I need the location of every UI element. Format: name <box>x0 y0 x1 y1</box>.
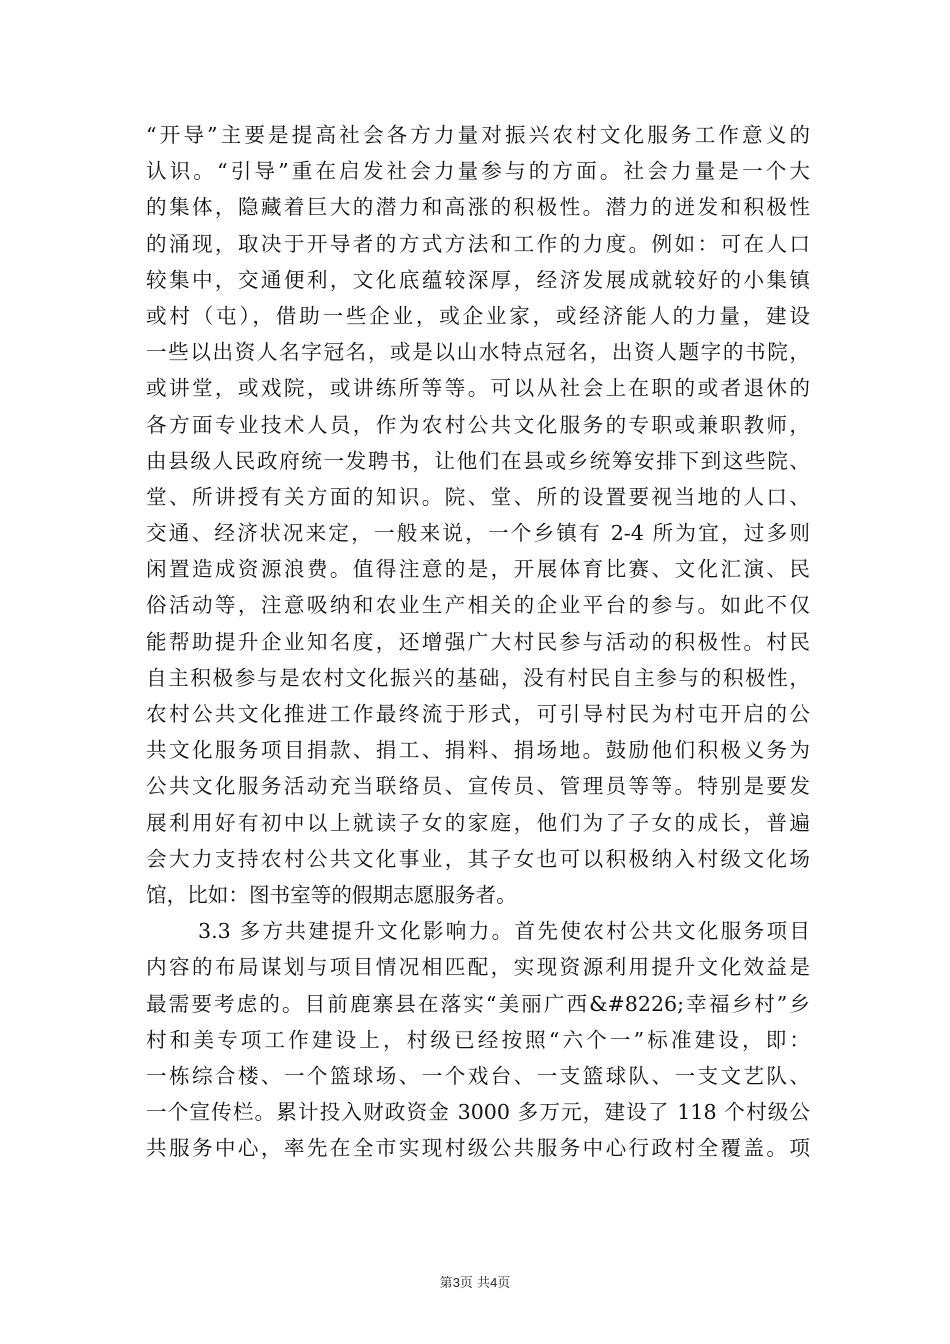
text-line-11: 堂、所讲授有关方面的知识。院、堂、所的设置要视当地的人口、 <box>146 484 810 509</box>
page-footer <box>0 1272 950 1291</box>
text-line-25: 最需要考虑的。目前鹿寨县在落实“美丽广西&#8226;幸福乡村”乡 <box>146 991 810 1016</box>
text-line-20: 展利用好有初中以上就读子女的家庭，他们为了子女的成长，普遍 <box>146 810 810 835</box>
page-label-suffix: 页 <box>497 1276 511 1291</box>
page-current: 3 <box>452 1275 460 1290</box>
text-line-10: 由县级人民政府统一发聘书，让他们在县或乡统筹安排下到这些院、 <box>146 448 810 473</box>
text-line-2: 认识。“引导”重在启发社会力量参与的方面。社会力量是一个大 <box>146 159 810 184</box>
body-text <box>146 117 810 1166</box>
text-line-29: 共服务中心，率先在全市实现村级公共服务中心行政村全覆盖。项 <box>146 1136 810 1161</box>
text-line-5: 较集中，交通便利，文化底蕴较深厚，经济发展成就较好的小集镇 <box>146 267 810 292</box>
text-line-24: 内容的布局谋划与项目情况相匹配，实现资源利用提升文化效益是 <box>146 955 810 980</box>
text-line-17: 农村公共文化推进工作最终流于形式，可引导村民为村屯开启的公 <box>146 702 810 726</box>
text-line-8: 或讲堂，或戏院，或讲练所等等。可以从社会上在职的或者退休的 <box>146 376 810 401</box>
text-line-14: 俗活动等，注意吸纳和农业生产相关的企业平台的参与。如此不仅 <box>146 593 810 618</box>
page-label-prefix: 第 <box>439 1276 453 1291</box>
text-line-6: 或村（屯），借助一些企业，或企业家，或经济能人的力量，建设 <box>146 303 810 328</box>
text-line-19: 公共文化服务活动充当联络员、宣传员、管理员等等。特别是要发 <box>146 774 810 799</box>
text-line-28: 一个宣传栏。累计投入财政资金 3000 多万元，建设了 118 个村级公 <box>146 1100 810 1125</box>
text-line-3: 的集体，隐藏着巨大的潜力和高涨的积极性。潜力的迸发和积极性 <box>146 195 810 220</box>
page-label-mid: 页 共 <box>459 1276 491 1291</box>
text-line-13: 闲置造成资源浪费。值得注意的是，开展体育比赛、文化汇演、民 <box>146 557 810 582</box>
text-line-12: 交通、经济状况来定，一般来说，一个乡镇有 2-4 所为宜，过多则 <box>146 521 810 546</box>
text-line-18: 共文化服务项目捐款、捐工、捐料、捐场地。鼓励他们积极义务为 <box>146 738 810 763</box>
text-line-9: 各方面专业技术人员，作为农村公共文化服务的专职或兼职教师， <box>146 412 810 437</box>
text-line-1: “开导”主要是提高社会各方力量对振兴农村文化服务工作意义的 <box>146 123 810 147</box>
text-line-15: 能帮助提升企业知名度，还增强广大村民参与活动的积极性。村民 <box>146 629 810 654</box>
text-line-4: 的涌现，取决于开导者的方式方法和工作的力度。例如：可在人口 <box>146 231 810 256</box>
text-line-23: 3.3 多方共建提升文化影响力。首先使农村公共文化服务项目 <box>198 919 810 944</box>
text-line-26: 村和美专项工作建设上，村级已经按照“六个一”标准建设，即： <box>146 1027 810 1052</box>
text-line-27: 一栋综合楼、一个篮球场、一个戏台、一支篮球队、一支文艺队、 <box>146 1063 810 1088</box>
text-line-16: 自主积极参与是农村文化振兴的基础，没有村民自主参与的积极性， <box>146 665 810 690</box>
text-line-22: 馆，比如：图书室等的假期志愿服务者。 <box>146 882 517 907</box>
text-line-7: 一些以出资人名字冠名，或是以山水特点冠名，出资人题字的书院， <box>146 340 810 365</box>
text-line-21: 会大力支持农村公共文化事业，其子女也可以积极纳入村级文化场 <box>146 846 810 871</box>
page-total: 4 <box>490 1275 498 1290</box>
